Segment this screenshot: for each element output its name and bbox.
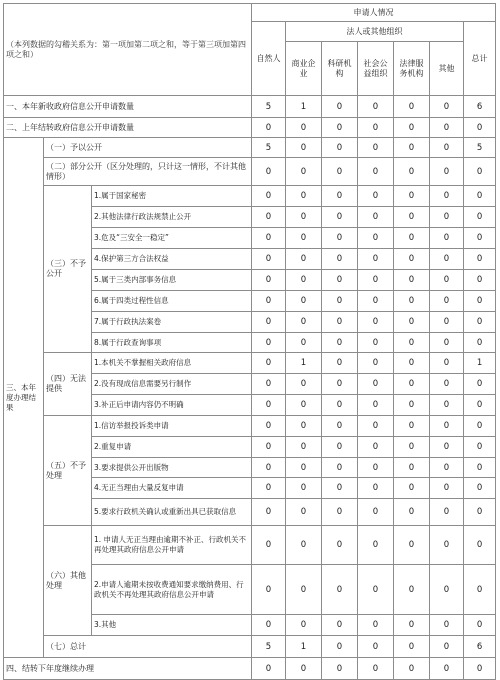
value-cell: 0 — [322, 636, 358, 658]
item-label: 1.信访举报投诉类申请 — [92, 416, 252, 437]
value-cell: 0 — [358, 118, 394, 138]
value-cell: 0 — [358, 138, 394, 158]
value-cell: 0 — [430, 395, 464, 416]
value-cell: 0 — [430, 228, 464, 249]
value-cell: 0 — [322, 458, 358, 478]
value-cell: 0 — [358, 615, 394, 636]
table-row — [4, 186, 496, 207]
value-cell: 0 — [464, 458, 496, 478]
value-cell: 0 — [394, 138, 430, 158]
value-cell: 0 — [322, 565, 358, 615]
value-cell: 0 — [252, 249, 286, 270]
value-cell: 0 — [358, 158, 394, 186]
group-partially-disclosed: （二）部分公开（区分处理的，只计这一情形，不计其他情形） — [44, 158, 252, 186]
value-cell: 5 — [252, 138, 286, 158]
value-cell: 0 — [394, 118, 430, 138]
value-cell: 0 — [286, 374, 322, 395]
value-cell: 0 — [286, 395, 322, 416]
value-cell: 0 — [252, 526, 286, 565]
value-cell: 0 — [286, 291, 322, 312]
value-cell: 0 — [322, 312, 358, 333]
value-cell: 0 — [464, 565, 496, 615]
value-cell: 0 — [464, 395, 496, 416]
value-cell: 0 — [394, 312, 430, 333]
value-cell: 0 — [286, 416, 322, 437]
value-cell: 0 — [430, 658, 464, 680]
section-results-label: 三、本年度办理结果 — [4, 138, 44, 658]
value-cell: 0 — [358, 207, 394, 228]
value-cell: 0 — [464, 158, 496, 186]
table-row — [4, 118, 496, 138]
header-note: （本列数据的勾稽关系为：第一项加第二项之和，等于第三项加第四项之和） — [4, 4, 252, 96]
value-cell: 0 — [430, 186, 464, 207]
value-cell: 0 — [464, 333, 496, 353]
group-total: （七）总计 — [44, 636, 252, 658]
value-cell: 0 — [322, 437, 358, 458]
value-cell: 0 — [252, 658, 286, 680]
table-row — [4, 96, 496, 118]
value-cell: 0 — [358, 478, 394, 499]
value-cell: 0 — [322, 207, 358, 228]
value-cell: 0 — [394, 186, 430, 207]
value-cell: 0 — [394, 615, 430, 636]
table-row — [4, 636, 496, 658]
value-cell: 0 — [322, 270, 358, 291]
item-label: 1. 申请人无正当理由逾期不补正、行政机关不再处理其政府信息公开申请 — [92, 526, 252, 565]
item-label: 4.无正当理由大量反复申请 — [92, 478, 252, 499]
value-cell: 0 — [464, 499, 496, 526]
value-cell: 0 — [394, 333, 430, 353]
applicant-status-header: 申请人情况 — [252, 4, 496, 22]
col-legal-service: 法律服务机构 — [394, 42, 430, 96]
value-cell: 0 — [430, 138, 464, 158]
value-cell: 0 — [252, 333, 286, 353]
value-cell: 0 — [464, 118, 496, 138]
item-label: 2.申请人逾期未按收费通知要求缴纳费用、行政机关不再处理其政府信息公开申请 — [92, 565, 252, 615]
row-new-requests: 一、本年新收政府信息公开申请数量 — [4, 96, 252, 118]
value-cell: 5 — [464, 138, 496, 158]
value-cell: 1 — [286, 353, 322, 374]
value-cell: 0 — [430, 478, 464, 499]
value-cell: 0 — [430, 333, 464, 353]
table-row — [4, 416, 496, 437]
value-cell: 0 — [464, 270, 496, 291]
value-cell: 0 — [358, 186, 394, 207]
value-cell: 0 — [358, 312, 394, 333]
value-cell: 0 — [430, 499, 464, 526]
value-cell: 0 — [464, 312, 496, 333]
value-cell: 0 — [464, 249, 496, 270]
group-not-processed: （五）不予处理 — [44, 416, 92, 526]
value-cell: 0 — [286, 138, 322, 158]
value-cell: 0 — [322, 416, 358, 437]
header-row-1 — [4, 4, 496, 22]
value-cell: 0 — [464, 291, 496, 312]
table-row — [4, 158, 496, 186]
value-cell: 0 — [358, 249, 394, 270]
value-cell: 0 — [394, 270, 430, 291]
col-total: 总计 — [464, 22, 496, 96]
value-cell: 0 — [430, 437, 464, 458]
item-label: 7.属于行政执法案卷 — [92, 312, 252, 333]
table-row — [4, 658, 496, 680]
value-cell: 0 — [394, 353, 430, 374]
value-cell: 0 — [430, 374, 464, 395]
value-cell: 0 — [322, 138, 358, 158]
value-cell: 0 — [286, 526, 322, 565]
value-cell: 0 — [252, 565, 286, 615]
value-cell: 0 — [286, 186, 322, 207]
value-cell: 0 — [394, 207, 430, 228]
value-cell: 0 — [430, 565, 464, 615]
value-cell: 0 — [464, 437, 496, 458]
value-cell: 0 — [286, 118, 322, 138]
value-cell: 0 — [252, 118, 286, 138]
value-cell: 1 — [464, 353, 496, 374]
value-cell: 0 — [430, 96, 464, 118]
legal-persons-header: 法人或其他组织 — [286, 22, 464, 42]
item-label: 6.属于四类过程性信息 — [92, 291, 252, 312]
value-cell: 0 — [464, 207, 496, 228]
col-public-welfare: 社会公益组织 — [358, 42, 394, 96]
value-cell: 0 — [394, 658, 430, 680]
value-cell: 0 — [358, 353, 394, 374]
value-cell: 0 — [430, 526, 464, 565]
value-cell: 0 — [358, 374, 394, 395]
value-cell: 0 — [358, 499, 394, 526]
item-label: 3.要求提供公开出版物 — [92, 458, 252, 478]
value-cell: 0 — [252, 395, 286, 416]
value-cell: 0 — [464, 374, 496, 395]
value-cell: 0 — [430, 158, 464, 186]
value-cell: 0 — [394, 158, 430, 186]
item-label: 2.其他法律行政法规禁止公开 — [92, 207, 252, 228]
value-cell: 0 — [394, 249, 430, 270]
value-cell: 0 — [252, 353, 286, 374]
value-cell: 0 — [322, 478, 358, 499]
item-label: 5.属于三类内部事务信息 — [92, 270, 252, 291]
row-carryover-requests: 二、上年结转政府信息公开申请数量 — [4, 118, 252, 138]
value-cell: 0 — [322, 291, 358, 312]
value-cell: 0 — [464, 658, 496, 680]
value-cell: 0 — [286, 270, 322, 291]
value-cell: 0 — [286, 437, 322, 458]
value-cell: 0 — [430, 636, 464, 658]
col-commercial: 商业企业 — [286, 42, 322, 96]
table-row — [4, 353, 496, 374]
value-cell: 0 — [286, 158, 322, 186]
item-label: 1.本机关不掌握相关政府信息 — [92, 353, 252, 374]
value-cell: 0 — [322, 158, 358, 186]
value-cell: 0 — [358, 395, 394, 416]
value-cell: 0 — [286, 207, 322, 228]
value-cell: 0 — [322, 353, 358, 374]
item-label: 5.要求行政机关确认或重新出具已获取信息 — [92, 499, 252, 526]
row-carry-forward: 四、结转下年度继续办理 — [4, 658, 252, 680]
col-research: 科研机构 — [322, 42, 358, 96]
value-cell: 0 — [286, 228, 322, 249]
value-cell: 0 — [322, 658, 358, 680]
value-cell: 0 — [394, 458, 430, 478]
group-not-disclosed: （三）不予公开 — [44, 186, 92, 353]
table-row — [4, 138, 496, 158]
value-cell: 0 — [252, 312, 286, 333]
value-cell: 0 — [430, 270, 464, 291]
value-cell: 0 — [252, 499, 286, 526]
value-cell: 0 — [358, 636, 394, 658]
value-cell: 0 — [358, 96, 394, 118]
value-cell: 0 — [252, 478, 286, 499]
value-cell: 1 — [286, 96, 322, 118]
disclosure-statistics-table — [3, 3, 496, 680]
item-label: 8.属于行政查询事项 — [92, 333, 252, 353]
value-cell: 0 — [286, 658, 322, 680]
value-cell: 0 — [394, 437, 430, 458]
item-label: 1.属于国家秘密 — [92, 186, 252, 207]
value-cell: 0 — [252, 270, 286, 291]
value-cell: 0 — [322, 526, 358, 565]
table-row — [4, 526, 496, 565]
value-cell: 0 — [464, 478, 496, 499]
value-cell: 0 — [394, 416, 430, 437]
value-cell: 0 — [430, 416, 464, 437]
value-cell: 0 — [394, 395, 430, 416]
value-cell: 0 — [252, 458, 286, 478]
table-body — [4, 4, 496, 680]
value-cell: 0 — [286, 565, 322, 615]
value-cell: 0 — [286, 312, 322, 333]
value-cell: 0 — [322, 249, 358, 270]
value-cell: 0 — [286, 249, 322, 270]
value-cell: 0 — [430, 353, 464, 374]
value-cell: 0 — [358, 416, 394, 437]
value-cell: 0 — [430, 615, 464, 636]
value-cell: 0 — [430, 249, 464, 270]
value-cell: 0 — [322, 96, 358, 118]
value-cell: 0 — [358, 458, 394, 478]
value-cell: 0 — [252, 291, 286, 312]
value-cell: 0 — [464, 615, 496, 636]
item-label: 4.保护第三方合法权益 — [92, 249, 252, 270]
value-cell: 0 — [394, 291, 430, 312]
value-cell: 0 — [252, 615, 286, 636]
value-cell: 0 — [430, 458, 464, 478]
value-cell: 5 — [252, 96, 286, 118]
value-cell: 0 — [358, 526, 394, 565]
value-cell: 0 — [358, 565, 394, 615]
value-cell: 0 — [322, 395, 358, 416]
value-cell: 1 — [286, 636, 322, 658]
value-cell: 0 — [286, 478, 322, 499]
value-cell: 6 — [464, 96, 496, 118]
value-cell: 0 — [394, 478, 430, 499]
group-unable-to-provide: （四）无法提供 — [44, 353, 92, 416]
value-cell: 5 — [252, 636, 286, 658]
value-cell: 0 — [252, 158, 286, 186]
value-cell: 0 — [322, 228, 358, 249]
group-other-processing: （六）其他处理 — [44, 526, 92, 636]
value-cell: 0 — [394, 636, 430, 658]
value-cell: 0 — [322, 186, 358, 207]
value-cell: 0 — [464, 186, 496, 207]
item-label: 2.重复申请 — [92, 437, 252, 458]
item-label: 3.补正后申请内容仍不明确 — [92, 395, 252, 416]
item-label: 3.危及“三安全一稳定” — [92, 228, 252, 249]
col-other: 其他 — [430, 42, 464, 96]
value-cell: 0 — [252, 228, 286, 249]
value-cell: 0 — [394, 96, 430, 118]
value-cell: 0 — [252, 374, 286, 395]
col-natural-person: 自然人 — [252, 22, 286, 96]
value-cell: 0 — [322, 333, 358, 353]
value-cell: 0 — [358, 333, 394, 353]
value-cell: 0 — [286, 499, 322, 526]
value-cell: 0 — [286, 615, 322, 636]
value-cell: 0 — [358, 437, 394, 458]
value-cell: 0 — [430, 291, 464, 312]
value-cell: 0 — [394, 228, 430, 249]
value-cell: 0 — [358, 270, 394, 291]
value-cell: 0 — [252, 416, 286, 437]
value-cell: 0 — [464, 416, 496, 437]
value-cell: 0 — [464, 526, 496, 565]
value-cell: 6 — [464, 636, 496, 658]
value-cell: 0 — [322, 374, 358, 395]
group-disclosed: （一）予以公开 — [44, 138, 252, 158]
value-cell: 0 — [286, 458, 322, 478]
value-cell: 0 — [252, 437, 286, 458]
value-cell: 0 — [358, 291, 394, 312]
value-cell: 0 — [322, 615, 358, 636]
value-cell: 0 — [464, 228, 496, 249]
item-label: 3.其他 — [92, 615, 252, 636]
item-label: 2.没有现成信息需要另行制作 — [92, 374, 252, 395]
value-cell: 0 — [286, 333, 322, 353]
value-cell: 0 — [252, 186, 286, 207]
value-cell: 0 — [394, 374, 430, 395]
value-cell: 0 — [394, 565, 430, 615]
value-cell: 0 — [358, 658, 394, 680]
value-cell: 0 — [252, 207, 286, 228]
value-cell: 0 — [322, 118, 358, 138]
value-cell: 0 — [430, 312, 464, 333]
value-cell: 0 — [430, 118, 464, 138]
value-cell: 0 — [394, 526, 430, 565]
value-cell: 0 — [358, 228, 394, 249]
value-cell: 0 — [322, 499, 358, 526]
value-cell: 0 — [394, 499, 430, 526]
value-cell: 0 — [430, 207, 464, 228]
